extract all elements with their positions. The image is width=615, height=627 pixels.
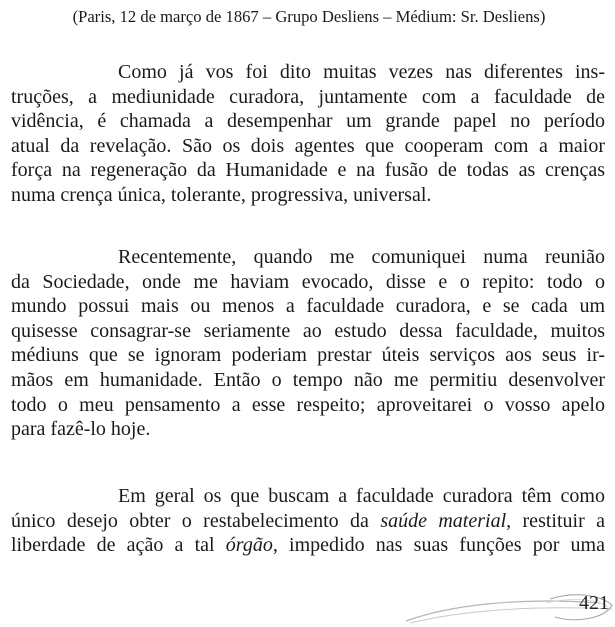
text-segment: único desejo obter o restabelecimento da: [11, 509, 381, 532]
text-line: truções, a mediunidade curadora, juntamente com a faculdade de: [11, 85, 605, 108]
text-segment: , restituir a: [506, 509, 605, 532]
text-line: todo o meu pensamento a esse respeito; aproveitarei o vosso apelo: [11, 393, 605, 416]
page-number: 421: [579, 592, 609, 614]
italic-term: saúde material: [380, 509, 507, 532]
text-line: da Sociedade, onde me haviam evocado, disse e o repito: todo o: [11, 270, 605, 293]
text-segment: , impedido nas suas funções por uma: [272, 534, 605, 557]
paragraph-3: [11, 484, 605, 558]
text-line: numa crença única, tolerante, progressiva, universal.: [11, 183, 432, 206]
text-line: [11, 509, 605, 534]
text-line: vidência, é chamada a desempenhar um grande papel no período: [11, 110, 605, 133]
text-line: quisesse consagrar-se seriamente ao estudo dessa faculdade, muitos: [11, 319, 605, 342]
paragraph-1: [11, 60, 605, 208]
text-line: Em geral os que buscam a faculdade curadora têm como: [118, 485, 605, 507]
text-line: Recentemente, quando me comuniquei numa reunião: [118, 246, 605, 268]
text-line: atual da revelação. São os dois agentes que cooperam com a maior: [11, 134, 605, 157]
source-header: (Paris, 12 de março de 1867 – Grupo Desliens – Médium: Sr. Desliens): [72, 7, 546, 26]
text-line: [11, 533, 605, 558]
text-line: Como já vos foi dito muitas vezes nas diferentes ins-: [118, 61, 605, 83]
text-line: força na regeneração da Humanidade e na fusão de todas as crenças: [11, 159, 605, 182]
italic-term: órgão: [225, 534, 273, 557]
text-line: mundo possui mais ou menos a faculdade curadora, e se cada um: [11, 295, 605, 318]
text-line: para fazê-lo hoje.: [11, 418, 151, 441]
text-segment: liberdade de ação a tal: [11, 534, 226, 557]
paragraph-2: [11, 245, 605, 442]
text-line: mãos em humanidade. Então o tempo não me permitiu desenvolver: [11, 368, 605, 391]
text-line: médiuns que se ignoram poderiam prestar úteis serviços aos seus ir-: [11, 344, 605, 367]
